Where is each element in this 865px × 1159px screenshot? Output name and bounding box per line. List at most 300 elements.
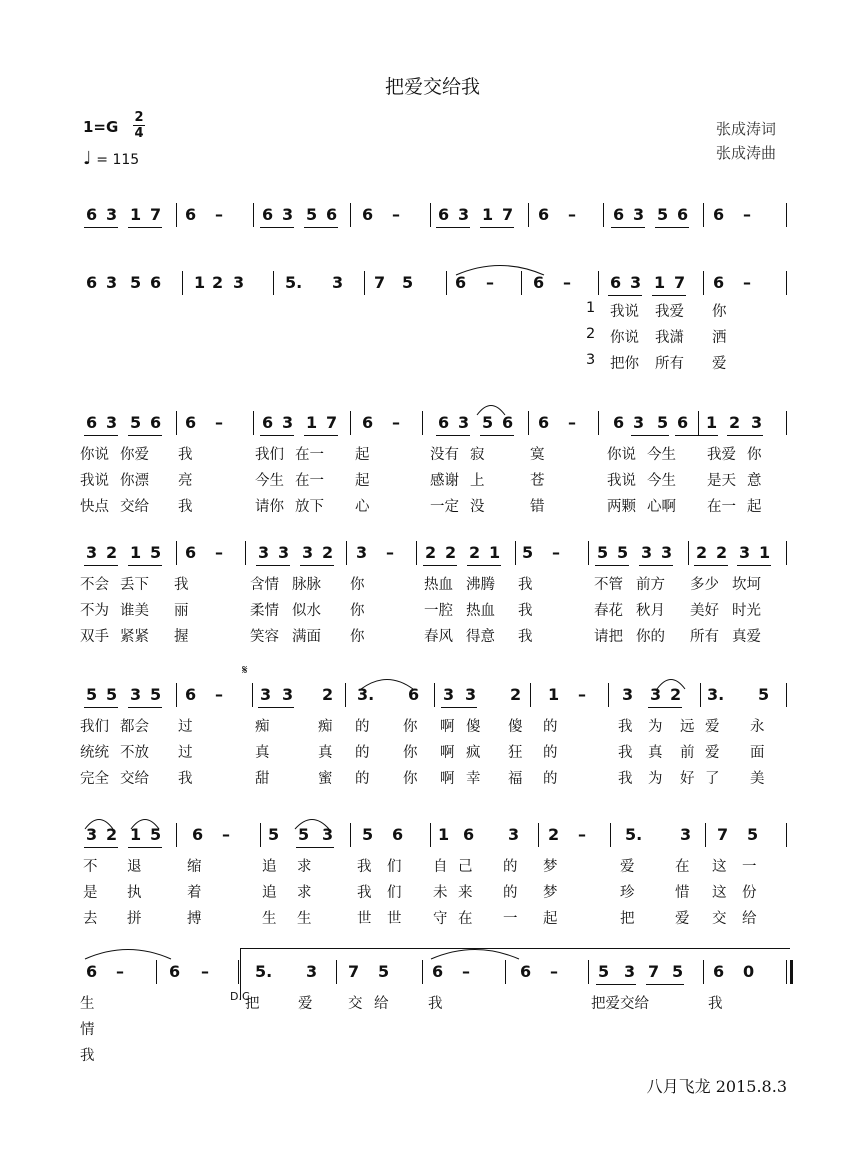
- lyric-syllable: 们: [387, 885, 402, 901]
- score-note: 3: [650, 685, 662, 704]
- barline: [416, 541, 417, 565]
- score-note: 3: [332, 273, 344, 292]
- score-note: 6: [86, 962, 98, 981]
- score-note: 0: [743, 962, 755, 981]
- score-note: 5.: [255, 962, 273, 981]
- slur-arc: [84, 816, 114, 830]
- lyric-syllable: 执: [127, 885, 142, 901]
- score-note: 6: [262, 205, 274, 224]
- score-note: 6: [150, 413, 162, 432]
- barline: [598, 411, 599, 435]
- score-note: 6: [326, 205, 338, 224]
- lyric-syllable: 好: [680, 771, 695, 787]
- lyric-syllable: 缩: [187, 859, 202, 875]
- beam-underline: [480, 227, 514, 228]
- lyric-syllable: 给: [374, 996, 389, 1012]
- lyric-syllable: 梦: [543, 885, 558, 901]
- lyric-syllable: 请把: [594, 629, 623, 645]
- score-note: 3: [356, 543, 368, 562]
- score-note: 5: [657, 205, 669, 224]
- lyric-syllable: 秋月: [636, 603, 665, 619]
- lyric-syllable: 我爱: [655, 304, 684, 320]
- lyric-syllable: 这: [712, 885, 727, 901]
- score-note: 6: [502, 413, 514, 432]
- lyric-syllable: 没: [470, 499, 485, 515]
- score-note: 2: [716, 543, 728, 562]
- score-note: –: [201, 962, 209, 981]
- score-note: 3: [641, 543, 653, 562]
- lyric-syllable: 的: [355, 745, 370, 761]
- lyric-syllable: 梦: [543, 859, 558, 875]
- barline: [252, 683, 253, 707]
- final-barline: [790, 960, 793, 984]
- lyric-syllable: 世: [357, 911, 372, 927]
- lyric-syllable: 亮: [178, 473, 193, 489]
- barline: [422, 960, 423, 984]
- lyric-syllable: 热血: [466, 603, 495, 619]
- score-note: 5: [130, 413, 142, 432]
- beam-underline: [304, 227, 338, 228]
- lyric-syllable: 不为: [80, 603, 109, 619]
- score-note: 1: [130, 543, 142, 562]
- score-note: 3: [282, 685, 294, 704]
- lyric-syllable: 寞: [530, 447, 545, 463]
- lyric-syllable: 丽: [174, 603, 189, 619]
- lyric-syllable: 珍: [620, 885, 635, 901]
- lyric-syllable: 我: [357, 859, 372, 875]
- barline: [588, 960, 589, 984]
- beam-underline: [694, 565, 728, 566]
- score-note: –: [215, 685, 223, 704]
- barline: [786, 823, 787, 847]
- beam-underline: [300, 565, 334, 566]
- lyric-syllable: 们: [387, 859, 402, 875]
- lyric-syllable: 在一: [295, 447, 324, 463]
- score-note: 2: [510, 685, 522, 704]
- barline: [608, 683, 609, 707]
- lyric-syllable: 寂: [470, 447, 485, 463]
- lyric-syllable: 3: [586, 352, 596, 368]
- score-note: 6: [538, 413, 550, 432]
- lyric-syllable: 面: [750, 745, 765, 761]
- score-note: 3: [302, 543, 314, 562]
- barline: [588, 541, 589, 565]
- lyric-syllable: 爱: [675, 911, 690, 927]
- score-note: 6: [86, 205, 98, 224]
- lyric-syllable: 请你: [255, 499, 284, 515]
- lyric-syllable: 我: [518, 577, 533, 593]
- lyric-syllable: 满面: [292, 629, 321, 645]
- lyric-syllable: 过: [178, 745, 193, 761]
- lyric-syllable: 起: [747, 499, 762, 515]
- lyric-syllable: 不管: [594, 577, 623, 593]
- score-note: 7: [502, 205, 514, 224]
- lyric-syllable: 你: [350, 603, 365, 619]
- barline: [176, 683, 177, 707]
- lyric-syllable: 得意: [466, 629, 495, 645]
- key-label: 1=G: [83, 118, 119, 136]
- tempo-value: = 115: [96, 152, 140, 168]
- lyric-syllable: 我: [80, 1048, 95, 1064]
- score-note: 5: [597, 543, 609, 562]
- score-note: –: [222, 825, 230, 844]
- lyric-syllable: 苍: [530, 473, 545, 489]
- score-note: 5: [150, 825, 162, 844]
- lyric-syllable: 谁美: [120, 603, 149, 619]
- lyric-syllable: 去: [83, 911, 98, 927]
- slur-arc: [455, 262, 545, 276]
- score-note: 1: [306, 413, 318, 432]
- score-note: 5: [617, 543, 629, 562]
- score-note: 6: [185, 413, 197, 432]
- lyric-syllable: 为: [648, 719, 663, 735]
- barline: [336, 960, 337, 984]
- lyric-syllable: 我: [178, 499, 193, 515]
- lyric-syllable: 为: [648, 771, 663, 787]
- score-note: 2: [425, 543, 437, 562]
- lyric-syllable: 都会: [120, 719, 149, 735]
- lyric-syllable: 交: [348, 996, 363, 1012]
- lyric-syllable: 1: [586, 300, 596, 316]
- lyric-syllable: 守: [433, 911, 448, 927]
- lyric-syllable: 不放: [120, 745, 149, 761]
- score-note: 5.: [285, 273, 303, 292]
- score-note: 6: [362, 205, 374, 224]
- dc-bracket-line: [240, 948, 790, 949]
- score-note: 2: [322, 543, 334, 562]
- score-note: 6: [185, 205, 197, 224]
- lyric-syllable: 真: [255, 745, 270, 761]
- lyric-syllable: 春风: [424, 629, 453, 645]
- lyric-syllable: 一: [503, 911, 518, 927]
- score-note: 6: [432, 962, 444, 981]
- beam-underline: [296, 847, 334, 848]
- lyric-syllable: 不: [83, 859, 98, 875]
- lyric-syllable: 甜: [255, 771, 270, 787]
- lyric-syllable: 是: [83, 885, 98, 901]
- score-note: 6: [392, 825, 404, 844]
- lyric-syllable: 脉脉: [292, 577, 321, 593]
- score-note: –: [392, 413, 400, 432]
- score-note: 3: [751, 413, 763, 432]
- score-note: 5: [150, 543, 162, 562]
- barline: [786, 271, 787, 295]
- lyric-syllable: 你爱: [120, 447, 149, 463]
- lyric-syllable: 完全: [80, 771, 109, 787]
- score-note: 5: [268, 825, 280, 844]
- lyricist-credit: 张成涛词: [716, 120, 777, 138]
- lyric-syllable: 前: [680, 745, 695, 761]
- lyric-syllable: 啊: [440, 771, 455, 787]
- score-note: 5: [86, 685, 98, 704]
- score-note: 1: [482, 205, 494, 224]
- barline: [434, 683, 435, 707]
- lyric-syllable: 2: [586, 326, 596, 342]
- barline: [345, 683, 346, 707]
- score-note: 7: [717, 825, 729, 844]
- score-note: 1: [706, 413, 718, 432]
- score-note: 3: [458, 205, 470, 224]
- lyric-syllable: 我: [428, 996, 443, 1012]
- barline: [422, 411, 423, 435]
- score-note: 7: [374, 273, 386, 292]
- beam-underline: [304, 435, 338, 436]
- score-note: 6: [262, 413, 274, 432]
- lyric-syllable: 我们: [80, 719, 109, 735]
- lyric-syllable: 丢下: [120, 577, 149, 593]
- segno-icon: 𝄋: [242, 663, 248, 678]
- score-note: 3: [282, 413, 294, 432]
- lyric-syllable: 我: [174, 577, 189, 593]
- lyric-syllable: 上: [470, 473, 485, 489]
- lyric-syllable: 多少: [690, 577, 719, 593]
- tempo-marking: [83, 148, 139, 169]
- lyric-syllable: 所有: [655, 356, 684, 372]
- arranger-credit: 八月飞龙 2015.8.3: [646, 1077, 787, 1096]
- score-note: 6: [463, 825, 475, 844]
- score-note: 6: [610, 273, 622, 292]
- lyric-syllable: 疯: [466, 745, 481, 761]
- score-note: 1: [548, 685, 560, 704]
- lyric-syllable: 生: [80, 996, 95, 1012]
- score-note: 3: [633, 413, 645, 432]
- barline: [530, 683, 531, 707]
- lyric-syllable: 前方: [636, 577, 665, 593]
- score-note: 6: [538, 205, 550, 224]
- lyric-syllable: 拼: [127, 911, 142, 927]
- lyric-syllable: 交: [712, 911, 727, 927]
- score-note: –: [743, 205, 751, 224]
- score-note: 6: [192, 825, 204, 844]
- time-sig-top: 2: [134, 110, 144, 125]
- lyric-syllable: 美好: [690, 603, 719, 619]
- score-note: 2: [670, 685, 682, 704]
- barline: [515, 541, 516, 565]
- score-note: –: [552, 543, 560, 562]
- lyric-syllable: 我说: [607, 473, 636, 489]
- barline: [253, 203, 254, 227]
- score-note: 3: [508, 825, 520, 844]
- barline: [538, 823, 539, 847]
- lyric-syllable: 自: [433, 859, 448, 875]
- lyric-syllable: 我: [178, 771, 193, 787]
- score-note: 6: [713, 205, 725, 224]
- lyric-syllable: 含情: [250, 577, 279, 593]
- score-note: 2: [106, 825, 118, 844]
- barline: [786, 203, 787, 227]
- lyric-syllable: 你说: [607, 447, 636, 463]
- lyric-syllable: 我潇: [655, 330, 684, 346]
- lyric-syllable: 在一: [295, 473, 324, 489]
- score-note: 2: [322, 685, 334, 704]
- lyric-syllable: 永: [750, 719, 765, 735]
- barline: [364, 271, 365, 295]
- score-note: 6: [169, 962, 181, 981]
- slur-arc: [360, 676, 414, 690]
- score-note: 3: [130, 685, 142, 704]
- barline: [698, 411, 699, 435]
- score-note: 5: [378, 962, 390, 981]
- beam-underline: [258, 707, 294, 708]
- score-note: –: [215, 205, 223, 224]
- score-note: 5: [747, 825, 759, 844]
- lyric-syllable: 我: [708, 996, 723, 1012]
- beam-underline: [84, 565, 118, 566]
- slur-arc: [130, 816, 160, 830]
- score-note: 2: [445, 543, 457, 562]
- score-note: 5: [150, 685, 162, 704]
- lyric-syllable: 的: [503, 885, 518, 901]
- lyric-syllable: 起: [355, 447, 370, 463]
- lyric-syllable: 傻: [508, 719, 523, 735]
- score-note: 5: [522, 543, 534, 562]
- lyric-syllable: 你: [403, 719, 418, 735]
- barline: [350, 203, 351, 227]
- beam-underline: [423, 565, 457, 566]
- lyric-syllable: 把: [620, 911, 635, 927]
- beam-underline: [436, 435, 470, 436]
- lyric-syllable: 心: [355, 499, 370, 515]
- score-note: –: [568, 205, 576, 224]
- score-note: 3: [739, 543, 751, 562]
- beam-underline: [737, 565, 771, 566]
- lyric-syllable: 把: [245, 996, 260, 1012]
- beam-underline: [467, 565, 501, 566]
- beam-underline: [128, 707, 162, 708]
- lyric-syllable: 痴: [318, 719, 333, 735]
- lyric-syllable: 沸腾: [466, 577, 495, 593]
- score-note: 5: [672, 962, 684, 981]
- barline: [238, 960, 239, 984]
- lyric-syllable: 份: [742, 885, 757, 901]
- lyric-syllable: 在: [458, 911, 473, 927]
- score-note: 3.: [357, 685, 375, 704]
- beam-underline: [128, 847, 162, 848]
- lyric-syllable: 爱: [712, 356, 727, 372]
- lyric-syllable: 爱: [620, 859, 635, 875]
- barline: [260, 823, 261, 847]
- lyric-syllable: 给: [742, 911, 757, 927]
- lyric-syllable: 世: [387, 911, 402, 927]
- lyric-syllable: 福: [508, 771, 523, 787]
- score-note: 3: [106, 273, 118, 292]
- score-note: –: [392, 205, 400, 224]
- score-note: 5: [402, 273, 414, 292]
- lyric-syllable: 的: [543, 771, 558, 787]
- score-note: 1: [438, 825, 450, 844]
- beam-underline: [639, 565, 673, 566]
- lyric-syllable: 热血: [424, 577, 453, 593]
- score-note: 6: [520, 962, 532, 981]
- lyric-syllable: 心啊: [647, 499, 676, 515]
- barline: [786, 411, 787, 435]
- score-note: 3: [680, 825, 692, 844]
- lyric-syllable: 生: [297, 911, 312, 927]
- barline: [430, 203, 431, 227]
- slur-arc: [84, 946, 172, 960]
- lyric-syllable: 我: [518, 629, 533, 645]
- lyric-syllable: 我: [618, 745, 633, 761]
- beam-underline: [646, 984, 684, 985]
- score-note: 6: [713, 962, 725, 981]
- score-note: 3: [86, 543, 98, 562]
- lyric-syllable: 所有: [690, 629, 719, 645]
- score-note: 5: [758, 685, 770, 704]
- barline: [786, 683, 787, 707]
- barline: [430, 823, 431, 847]
- lyric-syllable: 退: [127, 859, 142, 875]
- lyric-syllable: 洒: [712, 330, 727, 346]
- lyric-syllable: 交给: [120, 499, 149, 515]
- score-note: 5: [306, 205, 318, 224]
- lyric-syllable: 我说: [610, 304, 639, 320]
- score-note: 3: [278, 543, 290, 562]
- lyric-syllable: 起: [355, 473, 370, 489]
- lyric-syllable: 生: [262, 911, 277, 927]
- lyric-syllable: 搏: [187, 911, 202, 927]
- score-note: 6: [185, 543, 197, 562]
- score-note: 3: [624, 962, 636, 981]
- beam-underline: [256, 565, 290, 566]
- barline: [528, 203, 529, 227]
- score-note: 7: [150, 205, 162, 224]
- score-note: 5: [657, 413, 669, 432]
- lyric-syllable: 追: [262, 859, 277, 875]
- score-note: 5: [298, 825, 310, 844]
- score-note: 2: [548, 825, 560, 844]
- key-signature: [83, 118, 118, 136]
- score-note: 1: [130, 205, 142, 224]
- score-note: –: [386, 543, 394, 562]
- beam-underline: [128, 435, 162, 436]
- dc-marking: D.C.: [230, 990, 254, 1003]
- beam-underline: [648, 707, 682, 708]
- score-note: 6: [455, 273, 467, 292]
- lyric-syllable: 啊: [440, 745, 455, 761]
- score-note: –: [215, 543, 223, 562]
- lyric-syllable: 错: [530, 499, 545, 515]
- score-note: 2: [469, 543, 481, 562]
- lyric-syllable: 真爱: [732, 629, 761, 645]
- beam-underline: [480, 435, 514, 436]
- lyric-syllable: 狂: [508, 745, 523, 761]
- lyric-syllable: 意: [747, 473, 762, 489]
- slur-arc: [294, 816, 330, 830]
- score-note: 1: [194, 273, 206, 292]
- score-note: 3: [86, 825, 98, 844]
- score-note: 6: [677, 413, 689, 432]
- score-note: 3: [258, 543, 270, 562]
- song-title: 把爱交给我: [384, 76, 480, 98]
- score-note: 6: [438, 413, 450, 432]
- lyric-syllable: 紧紧: [120, 629, 149, 645]
- lyric-syllable: 我: [518, 603, 533, 619]
- lyric-syllable: 我说: [80, 473, 109, 489]
- beam-underline: [631, 435, 669, 436]
- lyric-syllable: 不会: [80, 577, 109, 593]
- slur-arc: [476, 402, 506, 416]
- barline: [700, 683, 701, 707]
- lyric-syllable: 你: [403, 745, 418, 761]
- score-note: 3: [106, 413, 118, 432]
- lyric-syllable: 的: [355, 771, 370, 787]
- barline: [346, 541, 347, 565]
- lyric-syllable: 我: [618, 771, 633, 787]
- lyric-syllable: 己: [458, 859, 473, 875]
- score-note: –: [563, 273, 571, 292]
- beam-underline: [128, 565, 162, 566]
- barline: [182, 271, 183, 295]
